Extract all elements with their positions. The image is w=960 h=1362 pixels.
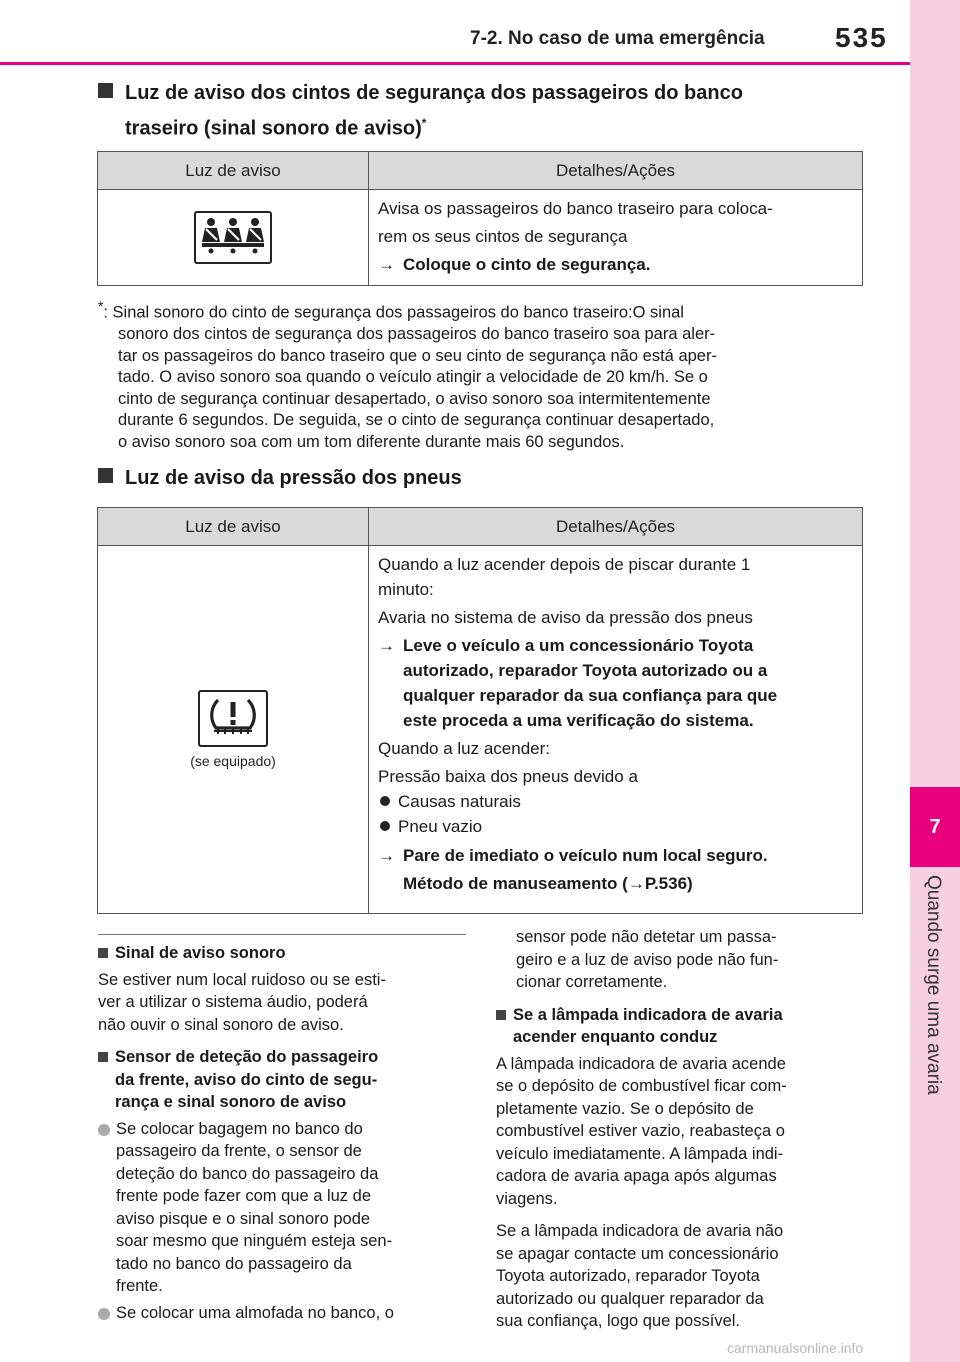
column-divider [98, 934, 466, 935]
list-item: Pneu vazio [378, 814, 854, 839]
chapter-number: 7 [910, 787, 960, 867]
chapter-side-bar [910, 0, 960, 1362]
page-number: 535 [835, 22, 888, 53]
table-row: (se equipado) Quando a luz acender depois de piscar durante 1 minuto: Avaria no sistema de aviso da pressão dos pneus → Leve o veículo a um concessionário Toyota autorizado, reparador Toyota autorizado ou a qualquer reparador da sua confiança para que este proceda a uma verificação do sistema. Quando a luz acender: Pressão baixa dos pneus devido a Causas naturais Pneu vazio → Pare de imediato o veículo num local seguro. Método de manuseamento (→P.536) [98, 546, 863, 914]
subheading: Sensor de deteção do passageiro da frente, aviso do cinto de segu- rança e sinal sonoro de aviso [98, 1046, 470, 1114]
action-item: → Coloque o cinto de segurança. [378, 255, 651, 274]
watermark: carmanualsonline.info [727, 1340, 864, 1356]
table-header-light: Luz de aviso [98, 508, 369, 546]
heading-square-icon [98, 948, 108, 958]
bullet-icon [380, 821, 390, 831]
bullet-icon [98, 1308, 110, 1320]
header-rule [0, 62, 910, 65]
heading-square-icon [98, 468, 113, 483]
tire-pressure-warning-icon [198, 690, 268, 747]
list-item: Se colocar bagagem no banco do passageiro da frente, o sensor de deteção do banco do passageiro da frente pode fazer com que a luz de aviso pisque e o sinal sonoro pode soar mesmo que ninguém esteja sen- tado no banco do passageiro da frente. [98, 1118, 470, 1298]
right-column: sensor pode não detetar um passa- geiro e a luz de aviso pode não fun- cionar corretamente. Se a lâmpada indicadora de avaria acender enquanto conduz A lâmpada indicadora de avaria acende se o depósito de combustível ficar com- pletamente vazio. Se o depósito de combustível estiver vazio, reabasteça o veículo imediatamente. A lâmpada indi- cadora de avaria apaga após algumas viagens. Se a lâmpada indicadora de avaria não se apagar contacte um concessionário Toyota autorizado, reparador Toyota autorizado ou qualquer reparador da sua confiança, logo que possível. [496, 926, 866, 1343]
table-header-details: Detalhes/Ações [369, 152, 863, 190]
icon-note: (se equipado) [190, 753, 276, 769]
subheading: Se a lâmpada indicadora de avaria acender enquanto conduz [496, 1004, 866, 1049]
section-heading-tire-pressure: Luz de aviso da pressão dos pneus [98, 463, 462, 493]
action-item: → Leve o veículo a um concessionário Toyota autorizado, reparador Toyota autorizado ou a qualquer reparador da sua confiança para que este proceda a uma verificação do sistema. [378, 636, 778, 730]
heading-square-icon [496, 1010, 506, 1020]
subheading: Sinal de aviso sonoro [98, 942, 470, 965]
heading-square-icon [98, 83, 113, 98]
bullet-icon [380, 796, 390, 806]
action-item: → Pare de imediato o veículo num local seguro. [378, 846, 768, 865]
seatbelt-warning-table [97, 151, 863, 286]
footnote: *: Sinal sonoro do cinto de segurança dos passageiros do banco traseiro:O sinal sonoro dos cintos de segurança dos passageiros do banco traseiro soa para aler- tar os passageiros do banco traseiro que o seu cinto de segurança não está aper- tado. O aviso sonoro soa quando o veículo atingir a velocidade de 20 km/h. Se o cinto de segurança continuar desapertado, o aviso sonoro soa intermitentemente durante 6 segundos. De seguida, se o cinto de segurança continuar desapertado, o aviso sonoro soa com um tom diferente durante mais 60 segundos. [98, 299, 717, 451]
method-reference: Método de manuseamento (→P.536) [403, 874, 693, 893]
chapter-title: Quando surge uma avaria [923, 875, 944, 1095]
section-header: 7-2. No caso de uma emergência [470, 28, 765, 49]
heading-square-icon [98, 1052, 108, 1062]
tire-pressure-warning-table [97, 507, 863, 914]
table-header-details: Detalhes/Ações [369, 508, 863, 546]
bullet-icon [98, 1124, 110, 1136]
section-heading-seatbelt: Luz de aviso dos cintos de segurança dos passageiros do banco traseiro (sinal sonoro de aviso)* [98, 78, 743, 144]
table-row: Avisa os passageiros do banco traseiro para coloca- rem os seus cintos de segurança → Coloque o cinto de segurança. [98, 190, 863, 286]
list-item: Causas naturais [378, 789, 854, 814]
table-header-light: Luz de aviso [98, 152, 369, 190]
list-item: Se colocar uma almofada no banco, o [98, 1302, 470, 1325]
rear-seatbelt-warning-icon [194, 211, 272, 264]
left-column: Sinal de aviso sonoro Se estiver num local ruidoso ou se esti- ver a utilizar o sistema áudio, poderá não ouvir o sinal sonoro de aviso. Sensor de deteção do passageiro da frente, aviso do cinto de segu- rança e sinal sonoro de aviso Se colocar bagagem no banco do passageiro da frente, o sensor de deteção do banco do passageiro da frente pode fazer com que a luz de aviso pisque e o sinal sonoro pode soar mesmo que ninguém esteja sen- tado no banco do passageiro da frente. Se colocar uma almofada no banco, o [98, 942, 470, 1324]
page-link[interactable]: P.536 [644, 874, 688, 893]
